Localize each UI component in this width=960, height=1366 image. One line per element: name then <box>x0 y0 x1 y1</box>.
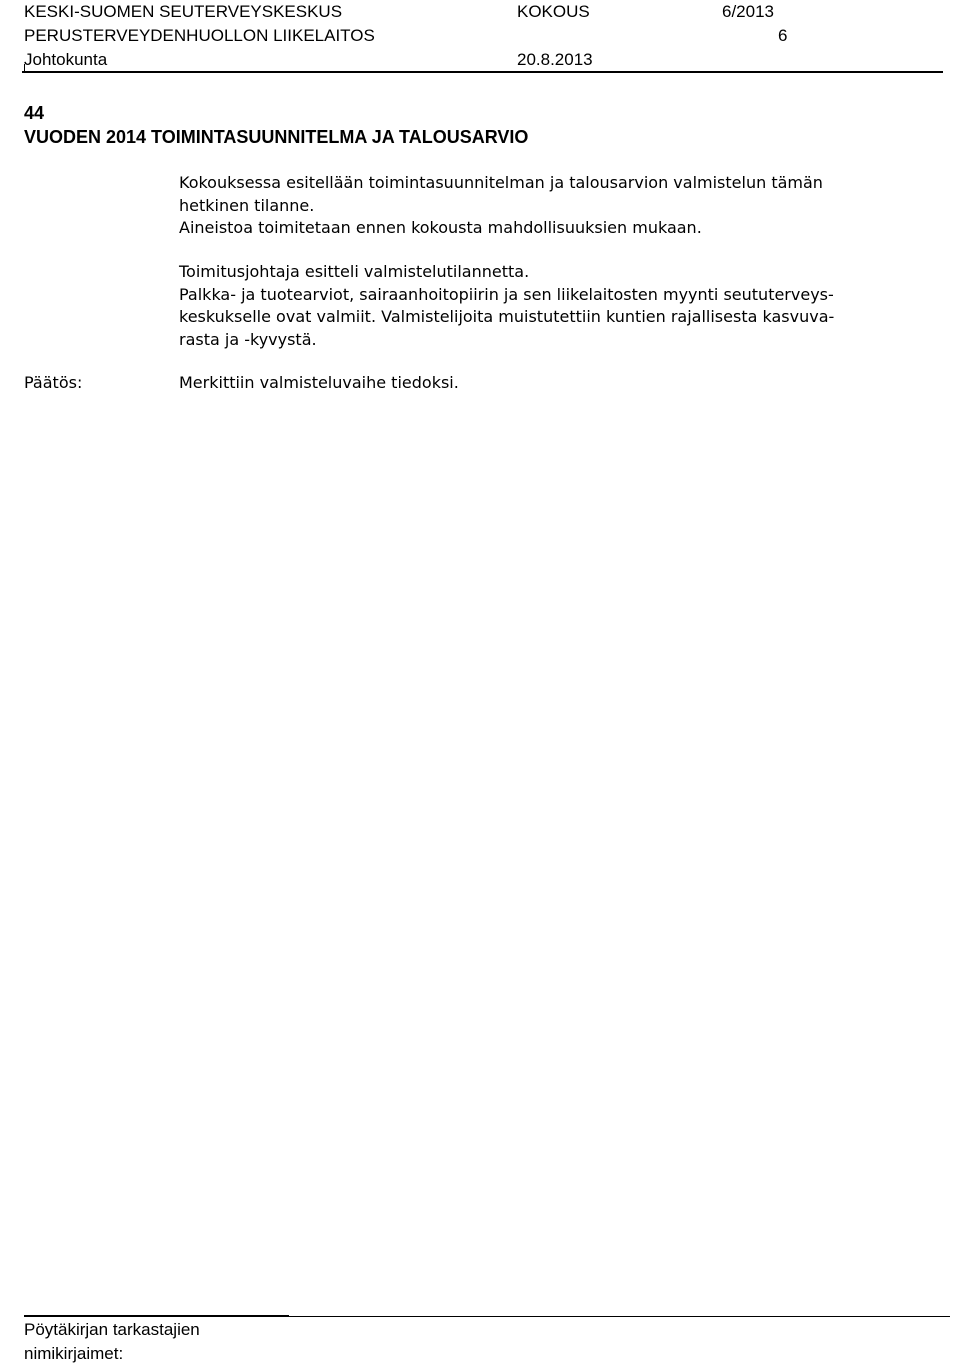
decision-text: Merkittiin valmisteluvaihe tiedoksi. <box>179 373 459 392</box>
header-tick-mark <box>24 64 25 71</box>
header-divider <box>22 71 943 73</box>
section-number: 44 <box>24 103 45 123</box>
header-date: 20.8.2013 <box>517 50 593 69</box>
header-page-number: 6 <box>778 26 788 45</box>
header-body: Johtokunta <box>24 50 108 69</box>
header-organization: KESKI-SUOMEN SEUTERVEYSKESKUS <box>24 2 343 21</box>
footer-divider-right <box>289 1316 950 1317</box>
footer-divider-left <box>24 1315 289 1317</box>
footer-reviewers-label: Pöytäkirjan tarkastajien <box>24 1320 200 1339</box>
header-meeting-label: KOKOUS <box>517 2 590 21</box>
intro-line: hetkinen tilanne. <box>179 195 315 215</box>
discussion-line: rasta ja -kyvystä. <box>179 329 317 349</box>
discussion-line: keskukselle ovat valmiit. Valmistelijoita muistutettiin kuntien rajallisesta kasvuva- <box>179 307 835 326</box>
intro-line: Kokouksessa esitellään toimintasuunnitelman ja talousarvion valmistelun tämän <box>179 173 823 192</box>
decision-label: Päätös: <box>24 373 83 392</box>
header-meeting-number: 6/2013 <box>722 2 774 21</box>
section-title: VUODEN 2014 TOIMINTASUUNNITELMA JA TALOUSARVIO <box>24 127 529 147</box>
discussion-line: Palkka- ja tuotearviot, sairaanhoitopiirin ja sen liikelaitosten myynti seututerveys- <box>179 284 834 304</box>
footer-initials-label: nimikirjaimet: <box>24 1344 124 1363</box>
header-unit: PERUSTERVEYDENHUOLLON LIIKELAITOS <box>24 26 375 45</box>
intro-line: Aineistoa toimitetaan ennen kokousta mahdollisuuksien mukaan. <box>179 218 702 237</box>
discussion-line: Toimitusjohtaja esitteli valmistelutilannetta. <box>179 262 530 281</box>
